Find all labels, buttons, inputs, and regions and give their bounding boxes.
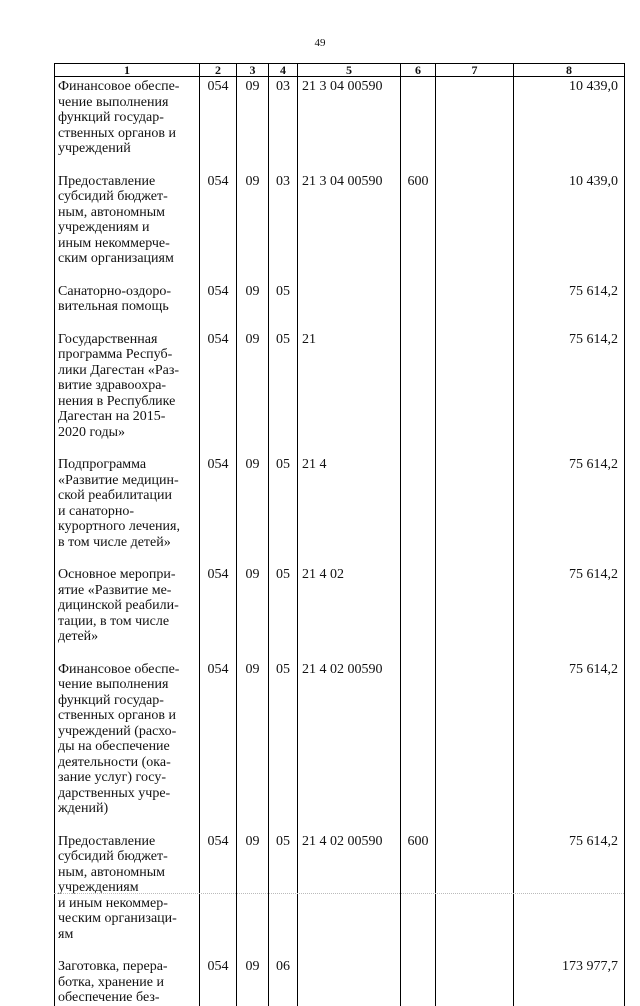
section-code-cell: 09 [237, 645, 269, 817]
section-code-cell: 09 [237, 550, 269, 645]
table-row [55, 942, 625, 1006]
expense-type-cell [401, 267, 436, 315]
header-col-2: 2 [200, 64, 237, 77]
table-row [55, 645, 625, 817]
extra-cell [436, 267, 514, 315]
target-article-cell [298, 267, 401, 315]
table-row [55, 817, 625, 943]
amount-cell: 10 439,0 [514, 77, 625, 157]
extra-cell [436, 77, 514, 157]
expense-type-cell: 600 [401, 157, 436, 267]
section-code-cell: 09 [237, 942, 269, 1006]
target-article-cell: 21 3 04 00590 [298, 77, 401, 157]
header-col-7: 7 [436, 64, 514, 77]
expense-type-cell [401, 77, 436, 157]
header-col-5: 5 [298, 64, 401, 77]
subsection-code-cell: 05 [269, 440, 298, 550]
subsection-code-cell: 05 [269, 645, 298, 817]
target-article-cell: 21 3 04 00590 [298, 157, 401, 267]
target-article-cell [298, 942, 401, 1006]
section-code-cell: 09 [237, 817, 269, 943]
amount-cell: 75 614,2 [514, 817, 625, 943]
expense-type-cell [401, 315, 436, 441]
header-col-4: 4 [269, 64, 298, 77]
header-col-1: 1 [55, 64, 200, 77]
row-name-cell: Предоставление субсидий бюджет- ным, автономным учреждениям и иным некоммерче- ским организациям [55, 157, 200, 267]
subsection-code-cell: 03 [269, 77, 298, 157]
extra-cell [436, 440, 514, 550]
expense-type-cell: 600 [401, 817, 436, 943]
amount-cell: 75 614,2 [514, 315, 625, 441]
expense-type-cell [401, 942, 436, 1006]
section-code-cell: 09 [237, 315, 269, 441]
extra-cell [436, 157, 514, 267]
row-name-cell: Государственная программа Респуб- лики Дагестан «Раз- витие здравоохра- нения в Республике Дагестан на 2015- 2020 годы» [55, 315, 200, 441]
table-row [55, 267, 625, 315]
extra-cell [436, 817, 514, 943]
row-name-cell: Подпрограмма «Развитие медицин- ской реабилитации и санаторно- курортного лечения, в том числе детей» [55, 440, 200, 550]
subsection-code-cell: 05 [269, 817, 298, 943]
amount-cell: 173 977,7 [514, 942, 625, 1006]
admin-code-cell: 054 [200, 942, 237, 1006]
expense-type-cell [401, 550, 436, 645]
target-article-cell: 21 4 02 [298, 550, 401, 645]
row-name-cell: Санаторно-оздоро- вительная помощь [55, 267, 200, 315]
amount-cell: 75 614,2 [514, 645, 625, 817]
section-code-cell: 09 [237, 267, 269, 315]
admin-code-cell: 054 [200, 157, 237, 267]
amount-cell: 75 614,2 [514, 550, 625, 645]
extra-cell [436, 550, 514, 645]
table-row [55, 440, 625, 550]
section-code-cell: 09 [237, 440, 269, 550]
expense-type-cell [401, 645, 436, 817]
table-row [55, 315, 625, 441]
page-number: 49 [314, 37, 326, 49]
amount-cell: 75 614,2 [514, 440, 625, 550]
page-bottom-edge [54, 893, 624, 894]
target-article-cell: 21 4 02 00590 [298, 817, 401, 943]
table-row [55, 550, 625, 645]
section-code-cell: 09 [237, 157, 269, 267]
extra-cell [436, 315, 514, 441]
admin-code-cell: 054 [200, 440, 237, 550]
row-name-cell: Финансовое обеспе- чение выполнения функций государ- ственных органов и учреждений [55, 77, 200, 157]
admin-code-cell: 054 [200, 267, 237, 315]
expense-type-cell [401, 440, 436, 550]
row-name-cell: Предоставление субсидий бюджет- ным, автономным учреждениям и иным некоммер- ческим организаци- ям [55, 817, 200, 943]
table-header-row [55, 64, 625, 77]
target-article-cell: 21 4 [298, 440, 401, 550]
amount-cell: 75 614,2 [514, 267, 625, 315]
admin-code-cell: 054 [200, 77, 237, 157]
header-col-8: 8 [514, 64, 625, 77]
admin-code-cell: 054 [200, 817, 237, 943]
row-name-cell: Заготовка, перера- ботка, хранение и обеспечение без- [55, 942, 200, 1006]
subsection-code-cell: 05 [269, 550, 298, 645]
budget-table [54, 63, 625, 1006]
target-article-cell: 21 4 02 00590 [298, 645, 401, 817]
section-code-cell: 09 [237, 77, 269, 157]
row-name-cell: Финансовое обеспе- чение выполнения функций государ- ственных органов и учреждений (расхо- ды на обеспечение деятельности (ока- зание услуг) госу- дарственных учре- ждений) [55, 645, 200, 817]
subsection-code-cell: 06 [269, 942, 298, 1006]
admin-code-cell: 054 [200, 315, 237, 441]
header-col-3: 3 [237, 64, 269, 77]
row-name-cell: Основное меропри- ятие «Развитие ме- дицинской реабили- тации, в том числе детей» [55, 550, 200, 645]
target-article-cell: 21 [298, 315, 401, 441]
subsection-code-cell: 05 [269, 267, 298, 315]
subsection-code-cell: 03 [269, 157, 298, 267]
admin-code-cell: 054 [200, 645, 237, 817]
header-col-6: 6 [401, 64, 436, 77]
amount-cell: 10 439,0 [514, 157, 625, 267]
extra-cell [436, 942, 514, 1006]
admin-code-cell: 054 [200, 550, 237, 645]
subsection-code-cell: 05 [269, 315, 298, 441]
extra-cell [436, 645, 514, 817]
table-row [55, 157, 625, 267]
table-row [55, 77, 625, 157]
